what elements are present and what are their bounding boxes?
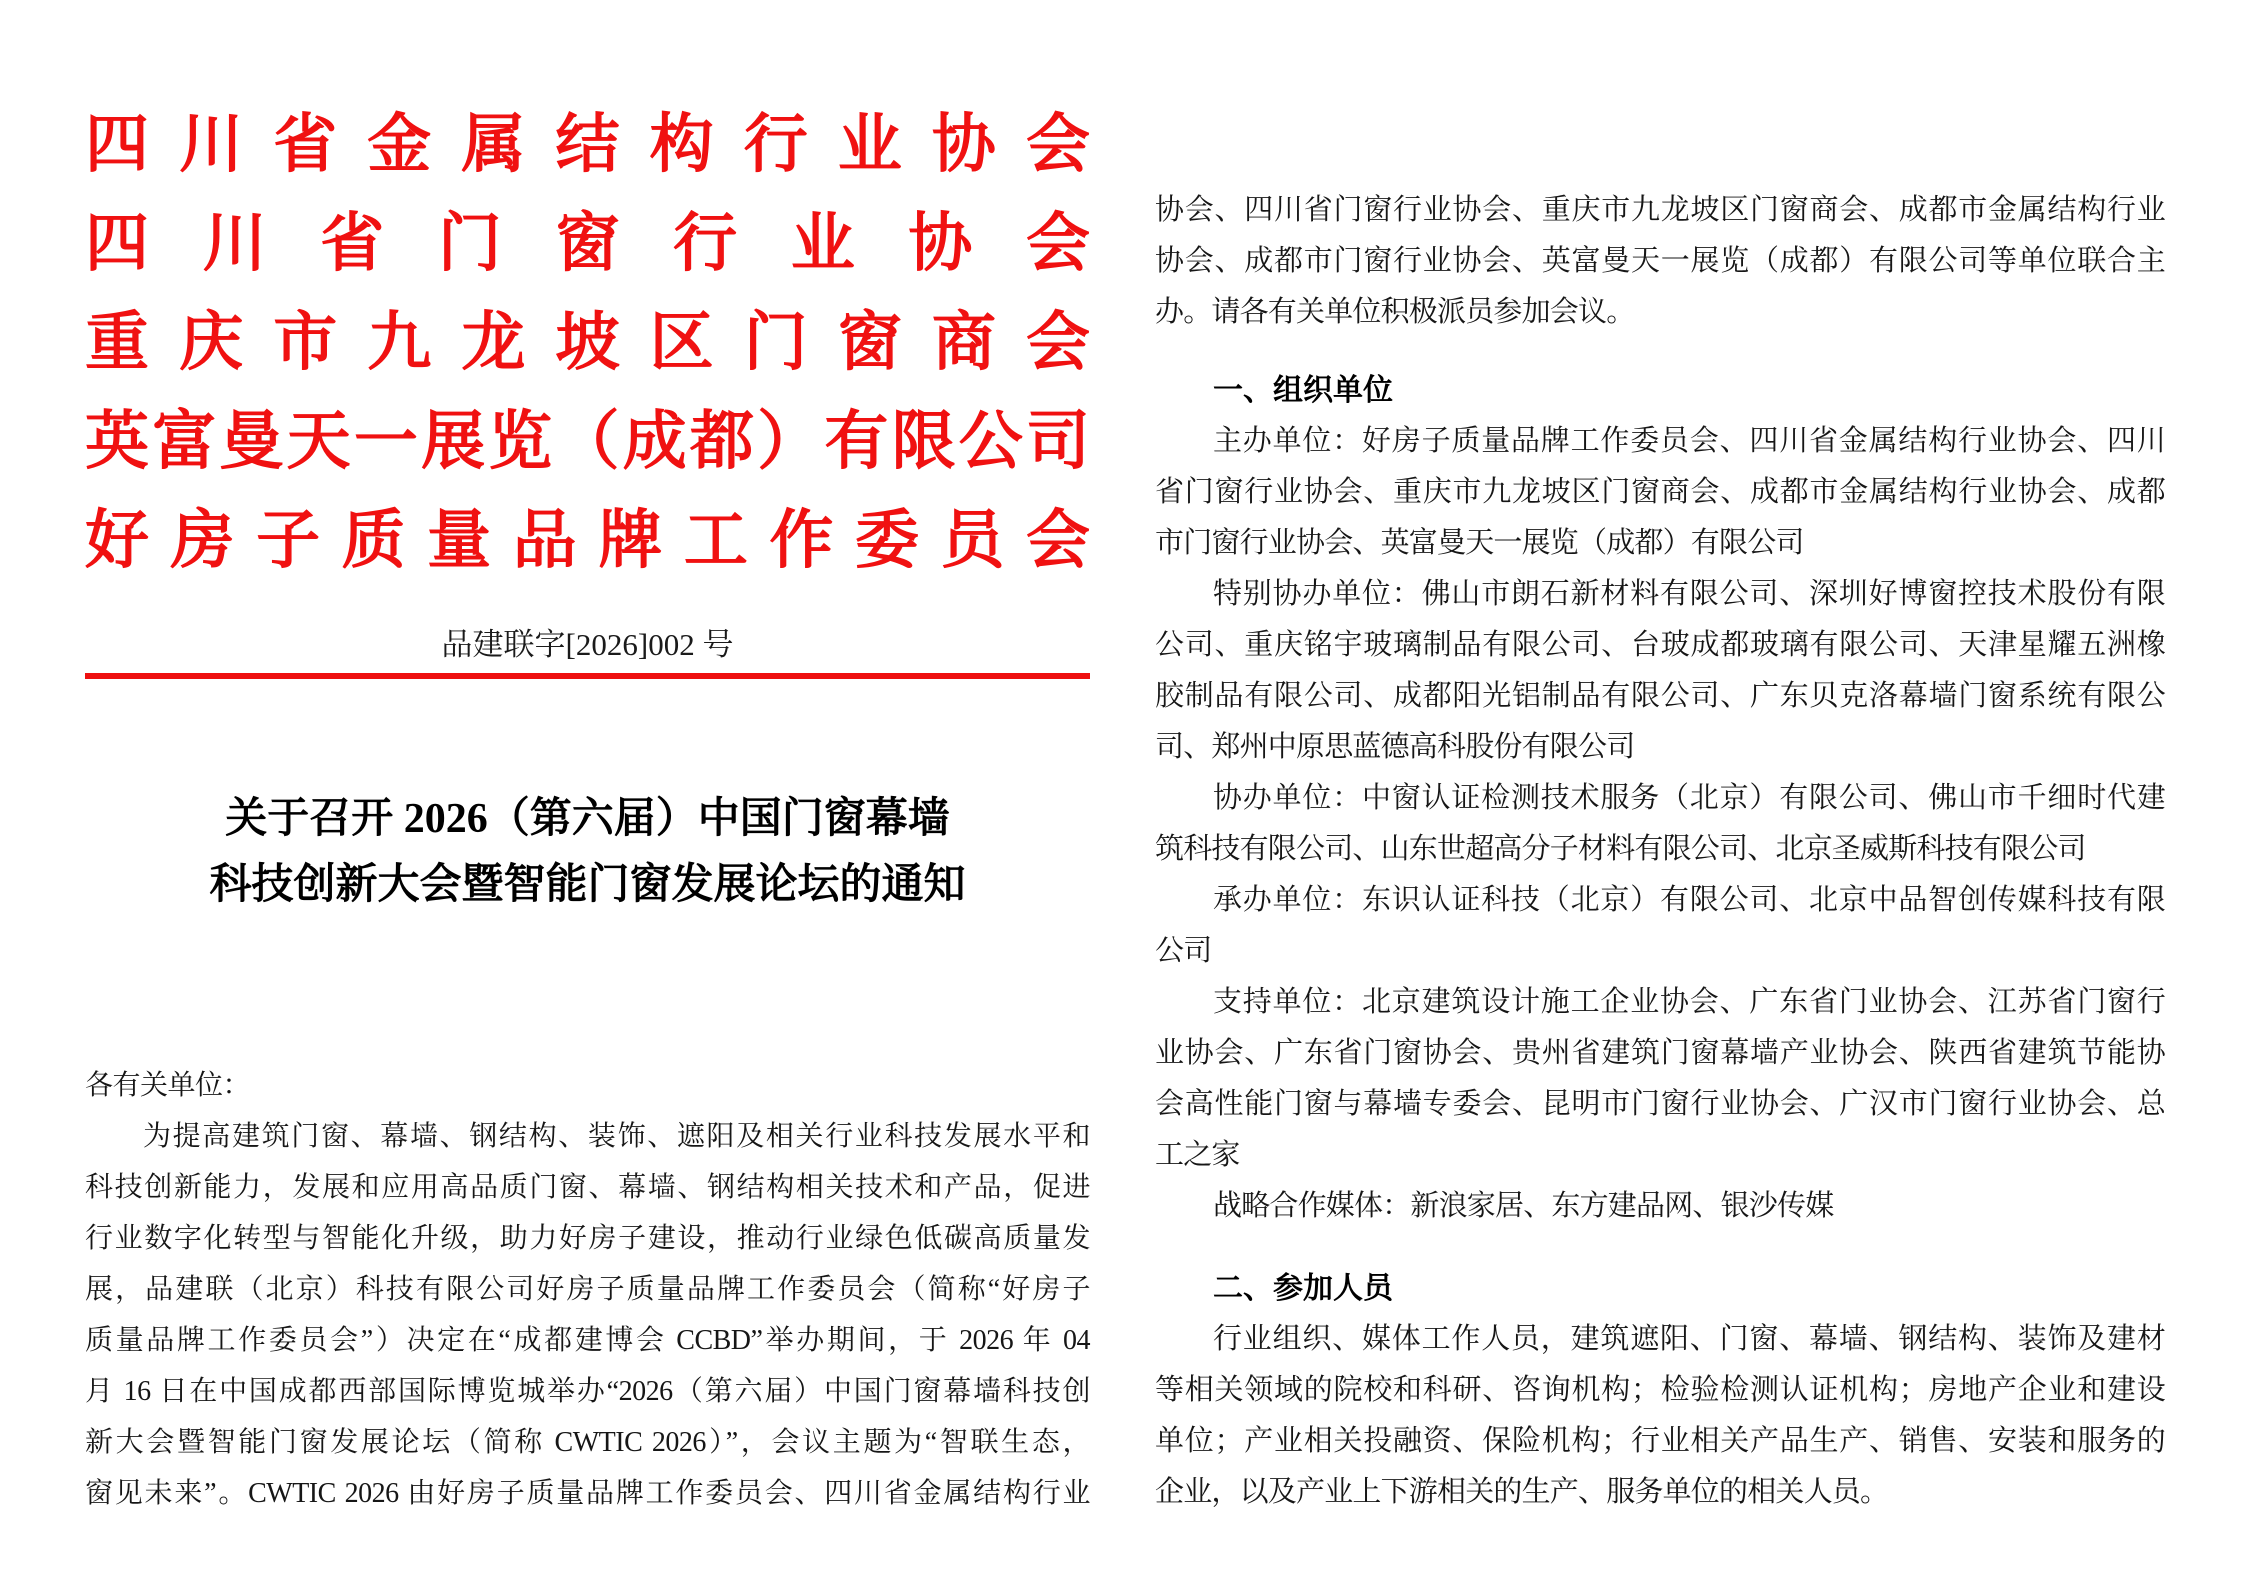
body-line: 行业数字化转型与智能化升级，助力好房子建设，推动行业绿色低碳高质量发	[85, 1223, 1090, 1254]
paragraph-supporting-units	[1155, 977, 2165, 1181]
body-line: 新大会暨智能门窗发展论坛（简称 CWTIC 2026）”，会议主题为“智联生态，	[85, 1427, 1090, 1458]
left-page	[85, 0, 1090, 1587]
body-line: 业协会、广东省门窗协会、贵州省建筑门窗幕墙产业协会、陕西省建筑节能协	[1155, 1037, 2165, 1069]
letterhead-line: 好房子质量品牌工作委员会	[85, 504, 1090, 576]
letterhead-line: 重庆市九龙坡区门窗商会	[85, 306, 1090, 378]
continuation-paragraph	[1155, 185, 2165, 338]
body-line: 支持单位：北京建筑设计施工企业协会、广东省门业协会、江苏省门窗行	[1213, 986, 2165, 1018]
body-line: 协会、四川省门窗行业协会、重庆市九龙坡区门窗商会、成都市金属结构行业	[1155, 194, 2165, 226]
notice-body	[85, 1060, 1090, 1519]
body-line: 行业组织、媒体工作人员，建筑遮阳、门窗、幕墙、钢结构、装饰及建材	[1213, 1323, 2165, 1355]
body-line: 协办单位：中窗认证检测技术服务（北京）有限公司、佛山市千细时代建	[1213, 782, 2165, 814]
notice-title	[85, 786, 1090, 918]
body-line: 省门窗行业协会、重庆市九龙坡区门窗商会、成都市金属结构行业协会、成都	[1155, 476, 2165, 508]
body-line: 月 16 日在中国成都西部国际博览城举办“2026（第六届）中国门窗幕墙科技创	[85, 1376, 1090, 1407]
body-line: 展，品建联（北京）科技有限公司好房子质量品牌工作委员会（简称“好房子	[85, 1274, 1090, 1305]
body-line: 公司	[1155, 935, 1212, 967]
section-heading-organizing-units: 一、组织单位	[1213, 374, 1393, 407]
body-line: 为提高建筑门窗、幕墙、钢结构、装饰、遮阳及相关行业科技发展水平和	[143, 1121, 1090, 1152]
association-letterhead	[85, 95, 1090, 590]
body-line: 胶制品有限公司、成都阳光铝制品有限公司、广东贝克洛幕墙门窗系统有限公	[1155, 680, 2165, 712]
body-line: 企业，以及产业上下游相关的生产、服务单位的相关人员。	[1155, 1476, 1889, 1508]
body-line: 筑科技有限公司、山东世超高分子材料有限公司、北京圣威斯科技有限公司	[1155, 833, 2086, 865]
right-page	[1155, 0, 2165, 1587]
body-line: 工之家	[1155, 1139, 1240, 1171]
body-line: 承办单位：东识认证科技（北京）有限公司、北京中品智创传媒科技有限	[1213, 884, 2165, 916]
paragraph-participants	[1155, 1314, 2165, 1518]
body-line: 等相关领域的院校和科研、咨询机构；检验检测认证机构；房地产企业和建设	[1155, 1374, 2165, 1406]
paragraph-strategic-media: 战略合作媒体：新浪家居、东方建品网、银沙传媒	[1213, 1190, 1834, 1222]
notice-body-continued	[1155, 185, 2165, 1518]
body-line: 主办单位：好房子质量品牌工作委员会、四川省金属结构行业协会、四川	[1213, 425, 2165, 457]
body-line: 公司、重庆铭宇玻璃制品有限公司、台玻成都玻璃有限公司、天津星耀五洲橡	[1155, 629, 2165, 661]
body-line: 办。请各有关单位积极派员参加会议。	[1155, 296, 1635, 328]
body-line: 窗见未来”。CWTIC 2026 由好房子质量品牌工作委员会、四川省金属结构行业	[85, 1478, 1090, 1509]
document-number: 品建联字[2026]002 号	[441, 627, 734, 662]
body-line: 会高性能门窗与幕墙专委会、昆明市门窗行业协会、广汉市门窗行业协会、总	[1155, 1088, 2165, 1120]
section-heading-participants: 二、参加人员	[1213, 1272, 1393, 1305]
letterhead-line: 四川省金属结构行业协会	[85, 108, 1090, 180]
body-line: 司、郑州中原思蓝德高科股份有限公司	[1155, 731, 1635, 763]
notice-title-line: 关于召开 2026（第六届）中国门窗幕墙	[225, 796, 950, 842]
salutation: 各有关单位：	[85, 1070, 251, 1101]
paragraph-host-units	[1155, 416, 2165, 569]
notice-title-line: 科技创新大会暨智能门窗发展论坛的通知	[209, 862, 966, 908]
body-line: 科技创新能力，发展和应用高品质门窗、幕墙、钢结构相关技术和产品，促进	[85, 1172, 1090, 1203]
paragraph-special-coorganizers	[1155, 569, 2165, 773]
body-line: 单位；产业相关投融资、保险机构；行业相关产品生产、销售、安装和服务的	[1155, 1425, 2165, 1457]
body-line: 市门窗行业协会、英富曼天一展览（成都）有限公司	[1155, 527, 1804, 559]
body-line: 质量品牌工作委员会”）决定在“成都建博会 CCBD”举办期间，于 2026 年 04	[85, 1325, 1090, 1356]
paragraph-coorganizers	[1155, 773, 2165, 875]
red-divider-line	[85, 673, 1090, 679]
body-line: 特别协办单位：佛山市朗石新材料有限公司、深圳好博窗控技术股份有限	[1213, 578, 2165, 610]
letterhead-line: 英富曼天一展览（成都）有限公司	[85, 405, 1090, 477]
paragraph-undertakers	[1155, 875, 2165, 977]
body-line: 协会、成都市门窗行业协会、英富曼天一展览（成都）有限公司等单位联合主	[1155, 245, 2165, 277]
letterhead-line: 四川省门窗行业协会	[85, 207, 1090, 279]
